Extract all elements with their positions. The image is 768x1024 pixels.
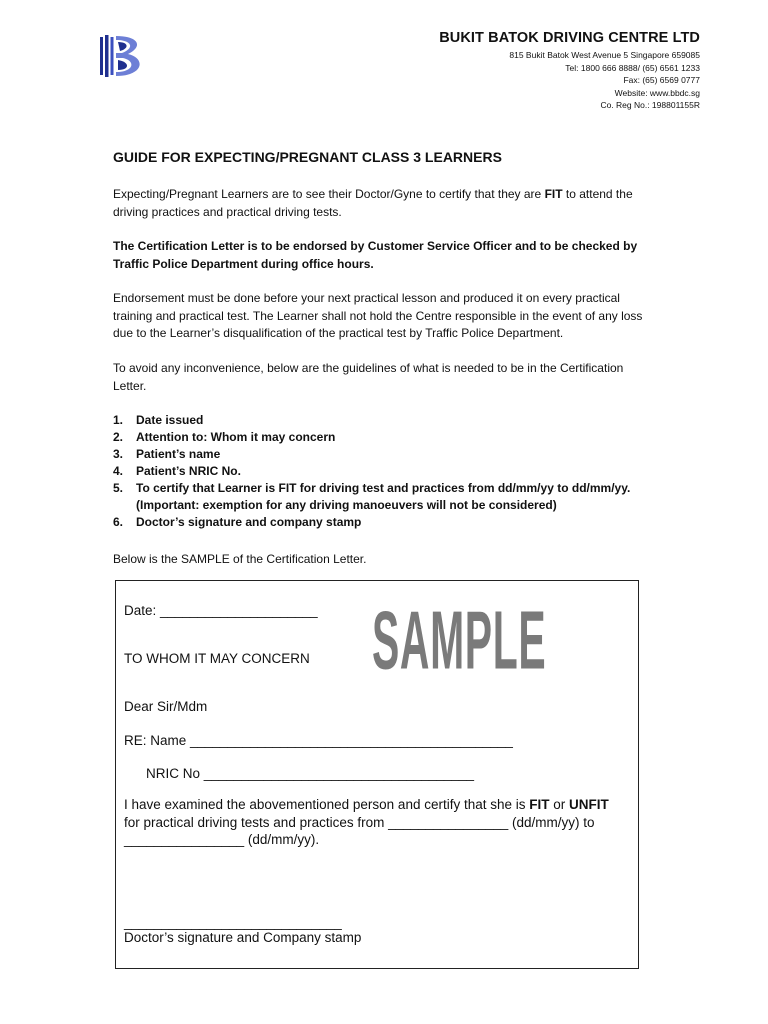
list-item: [113, 514, 673, 531]
list-number: 1.: [113, 413, 124, 427]
list-number: 6.: [113, 515, 124, 529]
sample-or-text: or: [549, 797, 570, 812]
list-item: [113, 446, 673, 463]
list-number: 5.: [113, 481, 124, 495]
company-address: 815 Bukit Batok West Avenue 5 Singapore 659085: [509, 50, 700, 60]
guidelines-list: [113, 412, 673, 531]
intro-paragraph: [113, 186, 658, 221]
guidelines-intro: To avoid any inconvenience, below are the guidelines of what is needed to be in the Certification Letter.: [113, 361, 624, 393]
list-item: [113, 463, 673, 480]
responsibility-paragraph: Endorsement must be done before your next practical lesson and produced it on every practical training and practical test. The Learner shall not hold the Centre responsible in the event of any loss due to the Learner’s disqualification of the practical test by Traffic Police Department.: [113, 291, 643, 340]
signature-label: Doctor’s signature and Company stamp: [124, 930, 362, 945]
list-text: Patient’s NRIC No.: [136, 464, 241, 478]
company-reg-no: Co. Reg No.: 198801155R: [600, 100, 700, 111]
list-text: Patient’s name: [136, 447, 221, 461]
list-number: 3.: [113, 447, 124, 461]
sample-re-name-line: RE: Name ___________________________________________: [124, 733, 513, 748]
list-number: [113, 497, 136, 514]
list-item: [113, 429, 673, 446]
sample-intro: Below is the SAMPLE of the Certification Letter.: [113, 552, 367, 566]
company-header: [439, 30, 700, 112]
sample-date-line: Date: _____________________: [124, 603, 318, 618]
intro-text: Expecting/Pregnant Learners are to see their Doctor/Gyne to certify that they are: [113, 187, 545, 201]
sample-nric-line: NRIC No ____________________________________: [146, 766, 475, 781]
company-name: BUKIT BATOK DRIVING CENTRE LTD: [439, 30, 700, 46]
sample-dates-line-end: ________________ (dd/mm/yy).: [124, 832, 320, 847]
sample-certify-text: I have examined the abovementioned person and certify that she is: [124, 797, 530, 812]
list-text: Attention to: Whom it may concern: [136, 430, 336, 444]
list-text: (Important: exemption for any driving manoeuvers will not be considered): [136, 498, 557, 512]
list-number: 2.: [113, 430, 124, 444]
intro-text-end: to attend the driving practices and practical driving tests.: [113, 187, 633, 219]
sample-greeting: Dear Sir/Mdm: [124, 699, 208, 714]
bbdc-logo-icon: [98, 34, 152, 78]
sample-fit-text: FIT: [529, 797, 550, 812]
list-item: [113, 497, 673, 514]
company-fax: Fax: (65) 6569 0777: [623, 75, 700, 86]
list-item: [113, 480, 673, 497]
list-text: Doctor’s signature and company stamp: [136, 515, 362, 529]
sample-unfit-text: UNFIT: [569, 797, 609, 812]
sample-dates-line: for practical driving tests and practices from ________________ (dd/mm/yy) to: [124, 815, 595, 830]
company-tel: Tel: 1800 666 8888/ (65) 6561 1233: [565, 62, 700, 73]
sample-certify-line: [124, 797, 609, 813]
list-item: [113, 412, 673, 429]
page-title: GUIDE FOR EXPECTING/PREGNANT CLASS 3 LEARNERS: [113, 149, 502, 165]
list-text: To certify that Learner is FIT for driving test and practices from dd/mm/yy to dd/mm/yy.: [136, 481, 631, 495]
intro-fit-text: FIT: [544, 187, 563, 201]
company-website: Website: www.bbdc.sg: [614, 87, 700, 98]
signature-line: _____________________________: [124, 915, 342, 930]
list-number: 4.: [113, 464, 124, 478]
sample-watermark: SAMPLE: [372, 593, 547, 686]
list-text: Date issued: [136, 413, 204, 427]
sample-to-whom: TO WHOM IT MAY CONCERN: [124, 651, 310, 666]
endorsement-paragraph: The Certification Letter is to be endorsed by Customer Service Officer and to be checked by Traffic Police Department during office hours.: [113, 239, 638, 271]
